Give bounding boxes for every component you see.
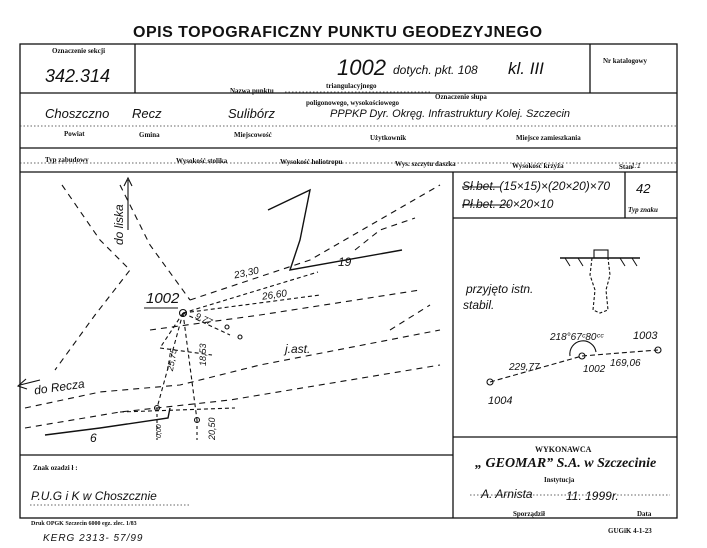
typ-znaku-value: 42 [636, 181, 651, 196]
print-note: Druk OPGK Szczecin 6000 egz. zlec. 1/83 [31, 521, 137, 527]
point-class: kl. III [508, 59, 544, 78]
distance-26-60: 26,60 [261, 288, 288, 303]
distance-18-53: 18,53 [198, 343, 208, 366]
distance-23-30: 23,30 [233, 265, 260, 282]
building-6-label: 6 [90, 431, 97, 445]
slup-betonowy: Sł.bet. (15×15)×(20×20)×70 [462, 179, 611, 193]
poligonowego-label: poligonowego, wysokościowego [306, 99, 399, 107]
instytucja-label: Instytucja [544, 476, 575, 484]
monument-sketch [560, 250, 640, 313]
road-label-do-liska: do liska [112, 204, 126, 245]
note-line-2: stabil. [463, 298, 495, 312]
miejscowosc-value: Sulibórz [228, 106, 275, 121]
kerg-number: KERG 2313- 57/99 [43, 533, 144, 544]
note-line-1: przyjęto istn. [466, 282, 534, 296]
data-label: Data [637, 510, 652, 518]
point-number: 1002 [337, 55, 386, 80]
map-drawing [18, 178, 440, 440]
wykonawca-label: WYKONAWCA [535, 445, 592, 454]
distance-20-50: 20,50 [207, 417, 217, 440]
distance-0-00: 0,00 [156, 424, 163, 438]
building-19-label: 19 [338, 255, 352, 269]
nazwa-punktu-label: Nazwa punktu [230, 87, 274, 95]
typ-znaku-label: Typ znaku [628, 206, 658, 214]
uzytkownik-label: Użytkownik [370, 134, 407, 142]
miejscowosc-label: Miejscowość [234, 131, 272, 139]
sporzadzil-value: A. Arnista [481, 487, 533, 501]
typ-zabudowy-label: Typ zabudowy [45, 156, 89, 164]
point-1003-label: 1003 [633, 330, 658, 342]
map-point-1002: 1002 [146, 290, 180, 307]
wysokosc-stolika-label: Wysokość stolika [176, 157, 228, 165]
znak-label: Znak ozadzi ł : [33, 464, 78, 472]
oznaczenie-slupa-label: Oznaczenie słupa [435, 93, 487, 101]
sekcja-value: 342.314 [45, 66, 111, 86]
distance-25-75: 25,75 [165, 347, 179, 372]
form-title: OPIS TOPOGRAFICZNY PUNKTU GEODEZYJNEGO [133, 24, 543, 41]
plyta-betonowa: Pł.bet. 20×20×10 [462, 197, 554, 211]
triangulacyjnego-label: triangulacyjnego [326, 82, 377, 90]
point-1004-label: 1004 [488, 395, 513, 407]
sekcja-label: Oznaczenie sekcji [52, 47, 106, 55]
date-value: 11. 1999r. [566, 489, 619, 503]
form-code: GUGiK 4-1-23 [608, 527, 652, 535]
gmina-value: Recz [132, 106, 162, 121]
point-1002-label-sketch: 1002 [583, 364, 606, 375]
wysokosc-heliotropu-label: Wysokość heliotropu [280, 158, 343, 166]
uzytkownik-value: PPPKP Dyr. Okręg. Infrastruktury Kolej. Szczecin [330, 108, 571, 120]
angle-value: 218°67ᶜ80ᶜᶜ [550, 332, 604, 343]
road-label-do-recza: do Recza [33, 376, 86, 398]
nr-katalogowy-label: Nr katalogowy [603, 57, 648, 65]
stan-label: Stan [619, 163, 633, 171]
powiat-label: Powiat [64, 130, 85, 138]
point-reference: dotych. pkt. 108 [393, 63, 478, 77]
powiat-value: Choszczno [45, 106, 110, 121]
sporzadzil-label: Sporządził [513, 510, 545, 518]
wykonawca-value: „ GEOMAR” S.A. w Szczecinie [475, 456, 657, 471]
wysokosc-krzyza-label: Wysokość krzyża [512, 162, 564, 170]
gmina-label: Gmina [139, 131, 160, 139]
stan-value: 1:1 [631, 163, 641, 170]
distance-9-77: 9,77 [193, 310, 214, 328]
distance-169: 169,06 [610, 358, 641, 369]
zamieszkanie-label: Miejsce zamieszkania [516, 134, 581, 142]
jast-label: j.ast. [285, 342, 311, 356]
wysokosc-szczytu-label: Wys. szczytu daszka [395, 160, 456, 168]
znak-value: P.U.G i K w Choszcznie [31, 489, 157, 503]
distance-229: 229,77 [509, 362, 540, 373]
